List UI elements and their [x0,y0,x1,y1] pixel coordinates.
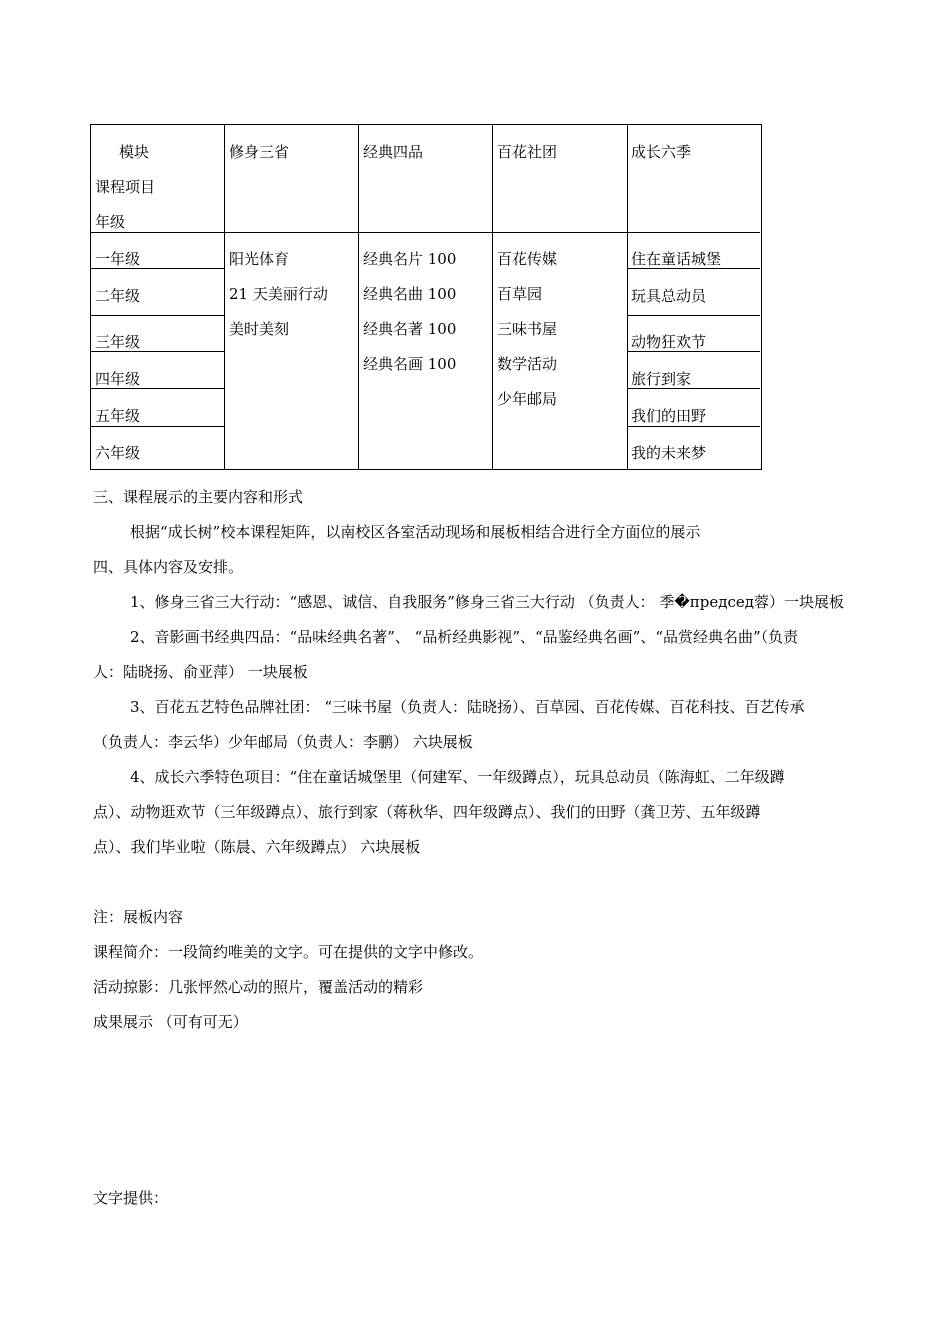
column-header: 百花社团 [497,143,558,161]
grade-label: 一年级 [95,250,141,268]
column-header: 成长六季 [631,143,692,161]
item-4-line-3: 点）、我们毕业啦（陈晨、六年级蹲点） 六块展板 [93,838,421,856]
season-row-divider [627,426,760,427]
season-item: 我的未来梦 [631,444,707,462]
grade-label: 五年级 [95,407,141,425]
header-divider [91,232,760,233]
item-4-line-2: 点）、动物逛欢节（三年级蹲点）、旅行到家（蒋秋华、四年级蹲点）、我们的田野（龚卫芳、五年级蹲 [93,803,761,821]
corner-label-module: 模块 [119,143,150,161]
course-item: 数学活动 [497,355,558,373]
course-item: 经典名画 100 [363,355,457,373]
course-item: 经典名片 100 [363,250,457,268]
grade-label: 六年级 [95,444,141,462]
section-3-heading: 三、课程展示的主要内容和形式 [93,488,304,506]
corner-label-grade: 年级 [95,213,126,231]
note-intro: 课程简介：一段简约唯美的文字。可在提供的文字中修改。 [93,943,484,961]
course-item: 经典名著 100 [363,320,457,338]
course-item: 经典名曲 100 [363,285,457,303]
season-item: 旅行到家 [631,370,692,388]
corner-label-course: 课程项目 [95,178,156,196]
course-item: 阳光体育 [229,250,290,268]
text-provider-label: 文字提供： [93,1189,169,1207]
item-2-line-2: 人：陆晓扬、俞亚萍） 一块展板 [93,663,308,681]
grade-label: 三年级 [95,333,141,351]
season-row-divider [627,315,760,316]
course-item: 21 天美丽行动 [229,285,328,303]
item-4-line-1: 4、成长六季特色项目：“住在童话城堡里（何建军、一年级蹲点），玩具总动员（陈海虹、二年级蹲 [130,768,785,786]
season-item: 动物狂欢节 [631,333,707,351]
item-3-line-1: 3、百花五艺特色品牌社团： “三味书屋（负责人：陆晓扬）、百草园、百花传媒、百花科技、百艺传承 [130,698,805,716]
note-heading: 注：展板内容 [93,908,184,926]
section-4-heading: 四、具体内容及安排。 [93,558,244,576]
season-item: 我们的田野 [631,407,707,425]
course-item: 百花传媒 [497,250,558,268]
note-photos: 活动掠影：几张怦然心动的照片，覆盖活动的精彩 [93,978,424,996]
col-divider [224,125,225,469]
course-item: 百草园 [497,285,543,303]
course-item: 少年邮局 [497,390,558,408]
col-divider [492,125,493,469]
section-3-body: 根据“成长树”校本课程矩阵，以南校区各室活动现场和展板相结合进行全方面位的展示 [130,523,701,541]
course-item: 三味书屋 [497,320,558,338]
course-table [90,124,762,470]
col-divider [358,125,359,469]
season-item: 住在童话城堡 [631,250,722,268]
season-item: 玩具总动员 [631,287,707,305]
column-header: 修身三省 [229,143,290,161]
item-3-line-2: （负责人：李云华）少年邮局（负责人：李鹏） 六块展板 [93,733,473,751]
grade-row-divider [91,426,225,427]
col-divider [627,125,628,469]
note-results: 成果展示 （可有可无） [93,1013,248,1031]
grade-row-divider [91,315,225,316]
grade-label: 二年级 [95,287,141,305]
grade-label: 四年级 [95,370,141,388]
column-header: 经典四品 [363,143,424,161]
course-item: 美时美刻 [229,320,290,338]
item-1: 1、修身三省三大行动：“感恩、诚信、自我服务”修身三省三大行动 （负责人： 季�председ蓉）一块展板 [130,593,845,611]
item-2-line-1: 2、音影画书经典四品：“品味经典名著”、 “品析经典影视”、“品鉴经典名画”、“品赏经典名曲”（负责 [130,628,799,646]
